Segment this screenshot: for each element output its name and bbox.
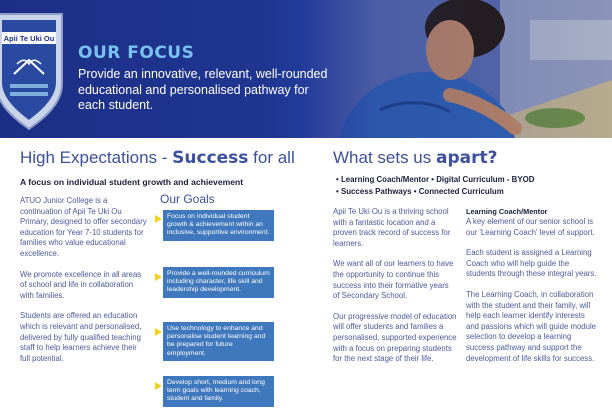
paragraph: Students are offered an education which is relevant and personalised, delivered by fully qualified teaching staff to help learners achieve their full potential. [20,311,142,363]
heading-pre: What sets us [333,148,436,167]
goal-box: Focus on individual student growth & achievement within an inclusive, supportive environment. [163,210,274,241]
paragraph: ATUO Junior College is a continuation of Apii Te Uki Ou Primary, designed to offer secondary education for Year 7-10 students for families who value educational excellence. [20,196,147,258]
focus-subheading: A focus on individual student growth and achievement [20,177,244,187]
banner-title: OUR FOCUS [78,43,195,63]
goal-box: Develop short, medium and long term goals with learning coach, student and family. [163,376,274,407]
paragraph: We want all of our learners to have the opportunity to continue this success into their formative years of Secondary School. [333,259,454,301]
paragraph: Our progressive model of education will offer students and families a personalised, supported experience with a focus on preparing students for the next stage of their life. [333,311,457,364]
feature-bullets [336,174,534,197]
student-photo [300,0,612,138]
school-description [333,207,457,375]
arrow-marker-icon [155,382,162,390]
paragraph: Each student is assigned a Learning Coach who will help guide the students through these integral years. [466,248,597,279]
bullet-line: • Learning Coach/Mentor • Digital Curriculum - BYOD [336,175,535,184]
svg-text:Apii Te Uki Ou: Apii Te Uki Ou [3,34,55,43]
apart-heading [333,148,497,168]
high-expectations-heading [20,148,295,168]
school-crest-logo [0,4,68,134]
arrow-marker-icon [155,273,162,281]
intro-text [20,196,148,374]
heading-post: for all [248,148,295,167]
paragraph: A key element of our senior school is our 'Learning Coach' level of support. [466,217,595,237]
paragraph: Apii Te Uki Ou is a thriving school with a fantastic location and a proven track record of success for learners. [333,207,451,248]
learning-coach-title: Learning Coach/Mentor [466,207,548,216]
focus-banner [0,0,612,138]
goals-title: Our Goals [160,192,215,206]
paragraph: We promote excellence in all areas of school and life in collaboration with families. [20,269,142,300]
heading-bold: Success [172,148,249,168]
bullet-line: • Success Pathways • Connected Curriculum [336,186,504,196]
learning-coach-text [466,217,598,374]
arrow-marker-icon [155,328,162,336]
banner-text: Provide an innovative, relevant, well-rounded educational and personalised pathway for each student. [78,67,328,112]
goal-box: Provide a well-rounded curriculum including character, life skill and leadership development. [163,267,274,298]
heading-pre: High Expectations - [20,148,173,167]
arrow-marker-icon [155,215,162,223]
goal-box: Use technology to enhance and personalise student learning and be prepared for future employment. [163,322,274,361]
heading-bold: apart? [435,148,498,168]
paragraph: The Learning Coach, in collaboration with the student and their family, will help each learner identify interests and passions which will guide module selection to develop a learning success pathway and support the development of life skills for success. [466,289,597,363]
